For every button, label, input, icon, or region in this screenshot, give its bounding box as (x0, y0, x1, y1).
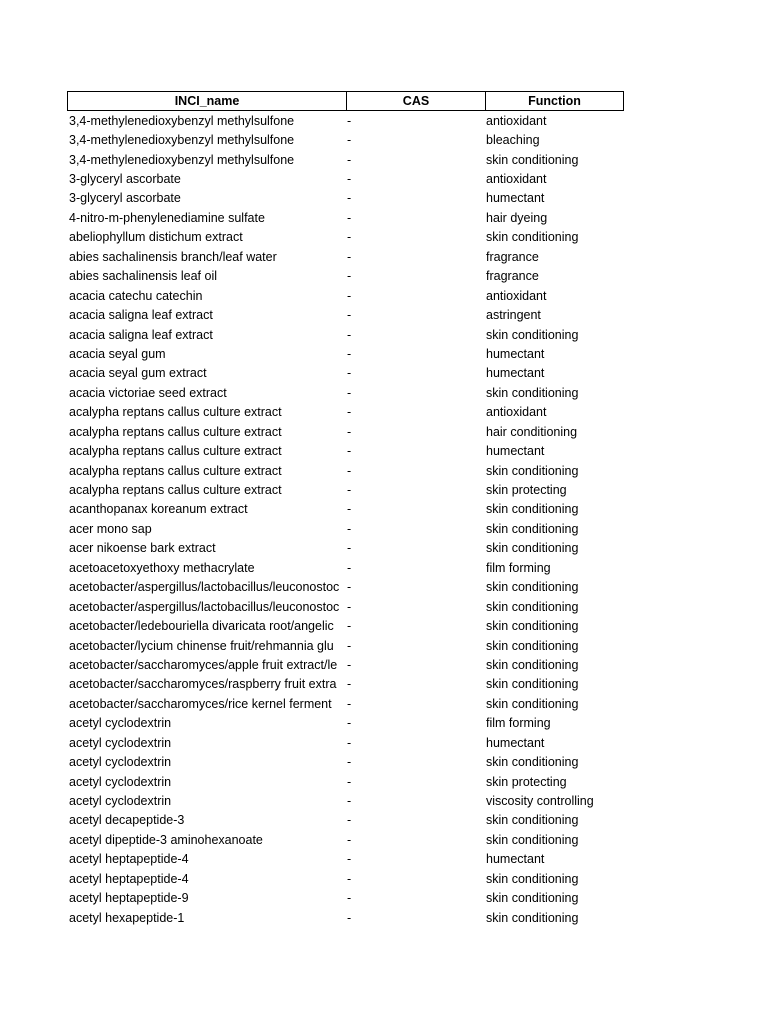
cell-function: film forming (486, 560, 551, 575)
cell-cas: - (347, 385, 352, 400)
cell-cas: - (347, 113, 352, 128)
cell-inci-name: acetobacter/saccharomyces/apple fruit extract/le (69, 657, 338, 672)
cell-inci-name: acetyl decapeptide-3 (69, 813, 185, 828)
cell-inci-name: acetyl cyclodextrin (69, 794, 172, 809)
cell-inci-name: acacia saligna leaf extract (69, 327, 213, 342)
cell-cas: - (347, 288, 352, 303)
cell-cas: - (347, 463, 352, 478)
cell-function: skin conditioning (486, 832, 579, 847)
cell-inci-name: acalypha reptans callus culture extract (69, 424, 282, 439)
cell-inci-name: acalypha reptans callus culture extract (69, 405, 282, 420)
cell-inci-name: acalypha reptans callus culture extract (69, 444, 282, 459)
cell-cas: - (347, 813, 352, 828)
cell-function: skin conditioning (486, 599, 579, 614)
cell-function: skin conditioning (486, 521, 579, 536)
cell-cas: - (347, 677, 352, 692)
cell-inci-name: acetobacter/aspergillus/lactobacillus/leuconostoc (69, 580, 340, 595)
cell-cas: - (347, 891, 352, 906)
cell-function: skin conditioning (486, 657, 579, 672)
cell-cas: - (347, 716, 352, 731)
table-row (67, 305, 624, 324)
cell-inci-name: acanthopanax koreanum extract (69, 502, 248, 517)
cell-function: humectant (486, 444, 545, 459)
cell-cas: - (347, 133, 352, 148)
cell-cas: - (347, 521, 352, 536)
cell-function: skin conditioning (486, 463, 579, 478)
cell-cas: - (347, 852, 352, 867)
table-row (67, 714, 624, 733)
table-row (67, 150, 624, 169)
cell-cas: - (347, 327, 352, 342)
cell-function: skin conditioning (486, 152, 579, 167)
table-row (67, 169, 624, 188)
cell-inci-name: acetyl cyclodextrin (69, 716, 172, 731)
cell-inci-name: acacia seyal gum extract (69, 366, 207, 381)
cell-inci-name: acalypha reptans callus culture extract (69, 463, 282, 478)
cell-inci-name: acetyl dipeptide-3 aminohexanoate (69, 832, 263, 847)
cell-function: antioxidant (486, 405, 547, 420)
cell-function: skin protecting (486, 483, 567, 498)
table-row (67, 286, 624, 305)
table-row (67, 441, 624, 460)
header-inci-name: INCI_name (68, 92, 347, 110)
cell-function: bleaching (486, 133, 540, 148)
table-row (67, 325, 624, 344)
table-row (67, 189, 624, 208)
table-row (67, 636, 624, 655)
cell-inci-name: 3,4-methylenedioxybenzyl methylsulfone (69, 152, 295, 167)
cell-cas: - (347, 794, 352, 809)
cell-cas: - (347, 657, 352, 672)
cell-cas: - (347, 774, 352, 789)
cell-cas: - (347, 696, 352, 711)
cell-function: skin conditioning (486, 755, 579, 770)
table-row (67, 811, 624, 830)
cell-function: skin conditioning (486, 813, 579, 828)
cell-function: skin conditioning (486, 677, 579, 692)
cell-cas: - (347, 230, 352, 245)
cell-function: skin conditioning (486, 891, 579, 906)
table-row (67, 578, 624, 597)
cell-cas: - (347, 172, 352, 187)
cell-function: skin conditioning (486, 619, 579, 634)
cell-inci-name: abies sachalinensis leaf oil (69, 269, 218, 284)
table-row (67, 208, 624, 227)
table-row (67, 228, 624, 247)
cell-cas: - (347, 910, 352, 925)
table-row (67, 422, 624, 441)
cell-inci-name: acetyl cyclodextrin (69, 755, 172, 770)
cell-inci-name: 4-nitro-m-phenylenediamine sulfate (69, 210, 265, 225)
cell-function: skin conditioning (486, 871, 579, 886)
cell-function: skin conditioning (486, 230, 579, 245)
cell-function: fragrance (486, 249, 539, 264)
cell-cas: - (347, 502, 352, 517)
cell-function: humectant (486, 366, 545, 381)
cell-cas: - (347, 541, 352, 556)
table-row (67, 130, 624, 149)
cell-function: skin conditioning (486, 580, 579, 595)
table-row (67, 480, 624, 499)
cell-function: antioxidant (486, 288, 547, 303)
cell-inci-name: acetobacter/aspergillus/lactobacillus/leuconostoc (69, 599, 340, 614)
table-row (67, 267, 624, 286)
table-row (67, 461, 624, 480)
cell-function: humectant (486, 852, 545, 867)
cell-cas: - (347, 346, 352, 361)
cell-inci-name: 3,4-methylenedioxybenzyl methylsulfone (69, 133, 295, 148)
cell-inci-name: acetyl heptapeptide-4 (69, 871, 189, 886)
table-row (67, 247, 624, 266)
table-row (67, 616, 624, 635)
cell-function: skin conditioning (486, 502, 579, 517)
ingredient-table (67, 91, 624, 927)
cell-cas: - (347, 424, 352, 439)
cell-function: antioxidant (486, 113, 547, 128)
cell-inci-name: acer nikoense bark extract (69, 541, 216, 556)
cell-function: skin conditioning (486, 638, 579, 653)
cell-function: viscosity controlling (486, 794, 594, 809)
cell-inci-name: abies sachalinensis branch/leaf water (69, 249, 277, 264)
table-row (67, 500, 624, 519)
cell-inci-name: acetyl cyclodextrin (69, 774, 172, 789)
table-row (67, 908, 624, 927)
cell-inci-name: acetobacter/lycium chinense fruit/rehmannia glu (69, 638, 334, 653)
cell-inci-name: 3-glyceryl ascorbate (69, 172, 181, 187)
table-row (67, 558, 624, 577)
cell-inci-name: abeliophyllum distichum extract (69, 230, 243, 245)
cell-inci-name: acetyl heptapeptide-4 (69, 852, 189, 867)
table-row (67, 655, 624, 674)
cell-cas: - (347, 191, 352, 206)
cell-function: humectant (486, 191, 545, 206)
cell-function: astringent (486, 308, 541, 323)
cell-inci-name: acacia saligna leaf extract (69, 308, 213, 323)
cell-inci-name: 3,4-methylenedioxybenzyl methylsulfone (69, 113, 295, 128)
cell-cas: - (347, 269, 352, 284)
cell-cas: - (347, 366, 352, 381)
cell-cas: - (347, 152, 352, 167)
table-row (67, 869, 624, 888)
cell-cas: - (347, 405, 352, 420)
cell-function: humectant (486, 735, 545, 750)
cell-cas: - (347, 580, 352, 595)
cell-cas: - (347, 735, 352, 750)
table-row (67, 539, 624, 558)
cell-function: fragrance (486, 269, 539, 284)
cell-cas: - (347, 308, 352, 323)
table-body (67, 111, 624, 927)
cell-function: humectant (486, 346, 545, 361)
cell-inci-name: acetobacter/saccharomyces/rice kernel ferment (69, 696, 332, 711)
cell-cas: - (347, 755, 352, 770)
cell-inci-name: acetobacter/saccharomyces/raspberry fruit extra (69, 677, 337, 692)
cell-inci-name: acetoacetoxyethoxy methacrylate (69, 560, 255, 575)
cell-cas: - (347, 483, 352, 498)
cell-inci-name: acer mono sap (69, 521, 152, 536)
cell-cas: - (347, 599, 352, 614)
cell-cas: - (347, 619, 352, 634)
cell-inci-name: acacia seyal gum (69, 346, 166, 361)
table-row (67, 889, 624, 908)
header-function: Function (528, 94, 581, 108)
cell-function: skin conditioning (486, 696, 579, 711)
table-row (67, 597, 624, 616)
cell-cas: - (347, 249, 352, 264)
table-row (67, 344, 624, 363)
header-cas: CAS (347, 92, 486, 110)
cell-inci-name: acetobacter/ledebouriella divaricata root/angelic (69, 619, 334, 634)
cell-function: skin conditioning (486, 541, 579, 556)
table-row (67, 791, 624, 810)
cell-inci-name: acetyl hexapeptide-1 (69, 910, 185, 925)
cell-inci-name: acalypha reptans callus culture extract (69, 483, 282, 498)
cell-inci-name: acacia catechu catechin (69, 288, 203, 303)
cell-inci-name: 3-glyceryl ascorbate (69, 191, 181, 206)
cell-cas: - (347, 560, 352, 575)
cell-function: skin conditioning (486, 385, 579, 400)
cell-cas: - (347, 444, 352, 459)
table-header-row (67, 91, 624, 111)
table-row (67, 733, 624, 752)
table-row (67, 675, 624, 694)
table-row (67, 364, 624, 383)
cell-function: skin conditioning (486, 327, 579, 342)
cell-cas: - (347, 871, 352, 886)
table-row (67, 111, 624, 130)
cell-inci-name: acacia victoriae seed extract (69, 385, 227, 400)
cell-function: hair dyeing (486, 210, 548, 225)
table-row (67, 772, 624, 791)
table-row (67, 694, 624, 713)
table-row (67, 403, 624, 422)
cell-cas: - (347, 832, 352, 847)
table-row (67, 830, 624, 849)
cell-cas: - (347, 210, 352, 225)
cell-function: skin conditioning (486, 910, 579, 925)
cell-function: film forming (486, 716, 551, 731)
table-row (67, 519, 624, 538)
table-row (67, 850, 624, 869)
table-row (67, 383, 624, 402)
cell-inci-name: acetyl heptapeptide-9 (69, 891, 189, 906)
cell-inci-name: acetyl cyclodextrin (69, 735, 172, 750)
cell-cas: - (347, 638, 352, 653)
cell-function: hair conditioning (486, 424, 578, 439)
cell-function: antioxidant (486, 172, 547, 187)
table-row (67, 752, 624, 771)
cell-function: skin protecting (486, 774, 567, 789)
